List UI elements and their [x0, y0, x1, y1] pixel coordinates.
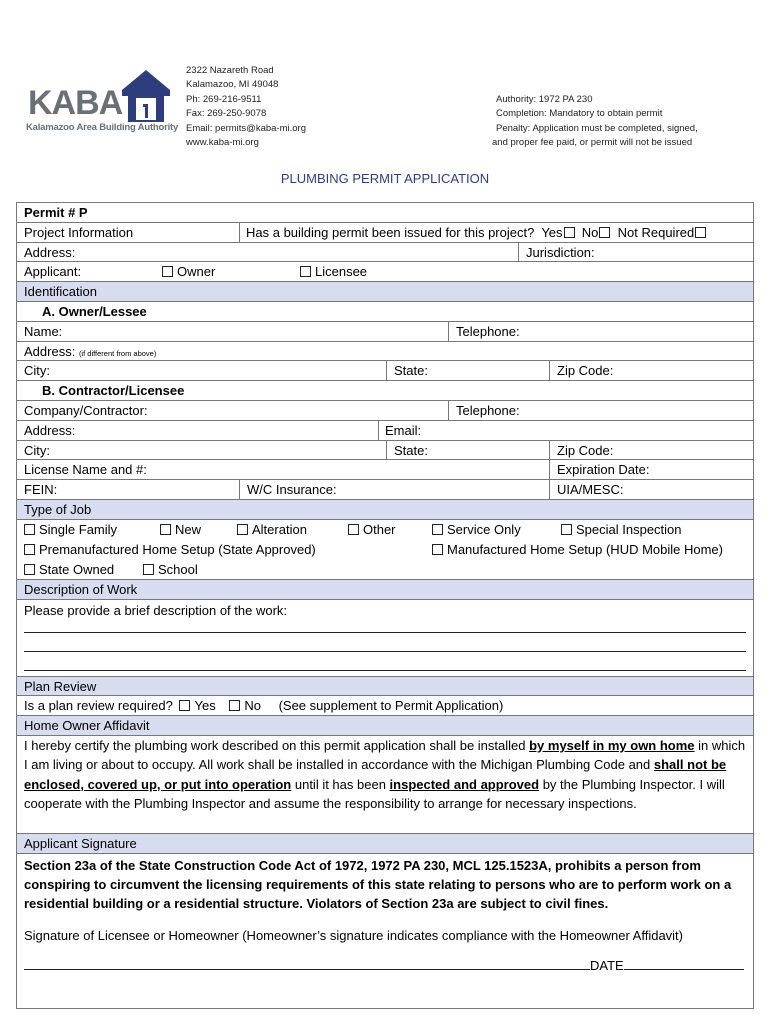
owner-checkbox[interactable]	[162, 266, 173, 277]
job-manufactured[interactable]: Manufactured Home Setup (HUD Mobile Home)	[425, 540, 723, 560]
date-label: DATE	[590, 957, 624, 973]
wc-insurance-field[interactable]: W/C Insurance:	[247, 482, 337, 498]
job-school[interactable]: School	[136, 560, 198, 580]
description-line[interactable]	[24, 651, 746, 652]
owner-name-field[interactable]: Name:	[24, 323, 63, 339]
address-row	[17, 243, 753, 263]
bp-not-required-checkbox[interactable]	[695, 227, 706, 238]
job-special-inspection[interactable]: Special Inspection	[554, 520, 682, 540]
job-single-family[interactable]: Single Family	[17, 520, 117, 540]
owner-zip-field[interactable]: Zip Code:	[557, 363, 614, 379]
permit-number-row	[17, 203, 753, 223]
company-row	[17, 401, 753, 421]
job-type-options	[17, 520, 753, 580]
owner-city-field[interactable]: City:	[24, 363, 50, 379]
affidavit-text: I hereby certify the plumbing work described on this permit application shall be installed by myself in my own home in which I am living or about to occupy. All work shall be installed in accordance with the Michigan Plumbing Code and shall not be enclosed, covered up, or put into operation until it has been inspected and approved by the Plumbing Inspector. I will cooperate with the Plumbing Inspector and assume the responsibility to arrange for necessary inspections.	[17, 736, 753, 834]
logo-subtitle: Kalamazoo Area Building Authority	[26, 122, 179, 133]
contact-address	[186, 64, 306, 150]
job-other[interactable]: Other	[341, 520, 396, 540]
job-service-only[interactable]: Service Only	[425, 520, 521, 540]
contractor-city-row	[17, 441, 753, 461]
description-line[interactable]	[24, 632, 746, 633]
contractor-address-field[interactable]: Address:	[24, 422, 76, 438]
signature-label: Signature of Licensee or Homeowner (Homeowner’s signature indicates compliance with the Homeowner Affidavit)	[24, 927, 684, 943]
description-heading: Description of Work	[17, 580, 753, 600]
licensee-checkbox[interactable]	[300, 266, 311, 277]
signature-field[interactable]	[24, 958, 590, 970]
owner-name-row	[17, 322, 753, 342]
house-logo-icon	[118, 66, 174, 124]
letterhead	[0, 0, 770, 160]
uia-mesc-field[interactable]: UIA/MESC:	[557, 482, 624, 498]
identification-heading: Identification	[17, 282, 753, 302]
contractor-heading: B. Contractor/Licensee	[17, 381, 753, 401]
license-field[interactable]: License Name and #:	[24, 462, 147, 478]
bp-no-checkbox[interactable]	[599, 227, 610, 238]
job-alteration[interactable]: Alteration	[230, 520, 307, 540]
fein-field[interactable]: FEIN:	[24, 482, 58, 498]
signature-heading: Applicant Signature	[17, 834, 753, 854]
contractor-telephone-field[interactable]: Telephone:	[456, 402, 520, 418]
applicant-row	[17, 262, 753, 282]
authority-notice	[492, 93, 698, 151]
date-field[interactable]	[624, 958, 744, 970]
fein-row	[17, 480, 753, 500]
permit-form	[16, 202, 754, 1009]
description-area[interactable]	[17, 600, 753, 677]
plan-review-row	[17, 696, 753, 716]
affidavit-heading: Home Owner Affidavit	[17, 716, 753, 736]
plan-review-question: Is a plan review required? Yes No (See supplement to Permit Application)	[24, 698, 504, 714]
owner-address-row	[17, 342, 753, 362]
authority-line: Completion: Mandatory to obtain permit	[496, 108, 663, 120]
license-row	[17, 460, 753, 480]
description-prompt: Please provide a brief description of the work:	[24, 602, 288, 618]
contractor-email-field[interactable]: Email:	[385, 422, 422, 438]
plan-review-heading: Plan Review	[17, 677, 753, 697]
applicant-licensee-option[interactable]: Licensee	[293, 262, 367, 281]
address-line: Kalamazoo, MI 49048	[186, 79, 279, 91]
legal-notice: Section 23a of the State Construction Code Act of 1972, 1972 PA 230, MCL 125.1523A, prohibits a person from conspiring to circumvent the licensing requirements of this state relating to persons who are to perform work on a residential building or a residential structure. Violators of Section 23a are subject to civil fines.	[24, 857, 732, 912]
job-new[interactable]: New	[153, 520, 201, 540]
signature-section	[17, 854, 753, 1008]
signature-line-row	[24, 958, 746, 973]
type-of-job-heading: Type of Job	[17, 500, 753, 520]
website-link[interactable]: www.kaba-mi.org	[186, 137, 259, 149]
applicant-label: Applicant:	[24, 264, 82, 280]
company-field[interactable]: Company/Contractor:	[24, 402, 148, 418]
authority-line: Penalty: Application must be completed, signed,	[496, 122, 698, 134]
applicant-owner-option[interactable]: Owner	[155, 262, 215, 281]
plan-review-yes-checkbox[interactable]	[179, 700, 190, 711]
plan-review-no-checkbox[interactable]	[229, 700, 240, 711]
job-premanufactured[interactable]: Premanufactured Home Setup (State Approved)	[17, 540, 316, 560]
job-state-owned[interactable]: State Owned	[17, 560, 114, 580]
address-line: 2322 Nazareth Road	[186, 65, 274, 76]
address-field[interactable]: Address:	[24, 244, 76, 260]
description-line[interactable]	[24, 670, 746, 671]
authority-line: Authority: 1972 PA 230	[496, 94, 593, 105]
contractor-address-row	[17, 421, 753, 441]
page-title: PLUMBING PERMIT APPLICATION	[280, 171, 490, 186]
contractor-city-field[interactable]: City:	[24, 442, 50, 458]
project-info-label: Project Information	[24, 224, 134, 240]
authority-line: and proper fee paid, or permit will not be issued	[492, 137, 693, 149]
fax: Fax: 269-250-9078	[186, 108, 267, 120]
owner-telephone-field[interactable]: Telephone:	[456, 323, 520, 339]
owner-state-field[interactable]: State:	[394, 363, 428, 379]
email-link[interactable]: Email: permits@kaba-mi.org	[186, 122, 306, 134]
jurisdiction-field[interactable]: Jurisdiction:	[526, 244, 595, 260]
bp-yes-checkbox[interactable]	[564, 227, 575, 238]
expiration-date-field[interactable]: Expiration Date:	[557, 462, 650, 478]
owner-address-field[interactable]: Address: (if different from above)	[24, 343, 157, 359]
owner-heading: A. Owner/Lessee	[17, 302, 753, 322]
phone: Ph: 269-216-9511	[186, 93, 262, 105]
permit-number-label: Permit # P	[24, 205, 88, 220]
logo-wordmark: KABA	[28, 84, 123, 122]
building-permit-question: Has a building permit been issued for this project? Yes No Not Required	[240, 223, 706, 242]
kaba-logo	[26, 66, 179, 136]
project-info-row	[17, 223, 753, 243]
owner-city-row	[17, 361, 753, 381]
contractor-state-field[interactable]: State:	[394, 442, 428, 458]
contractor-zip-field[interactable]: Zip Code:	[557, 442, 614, 458]
